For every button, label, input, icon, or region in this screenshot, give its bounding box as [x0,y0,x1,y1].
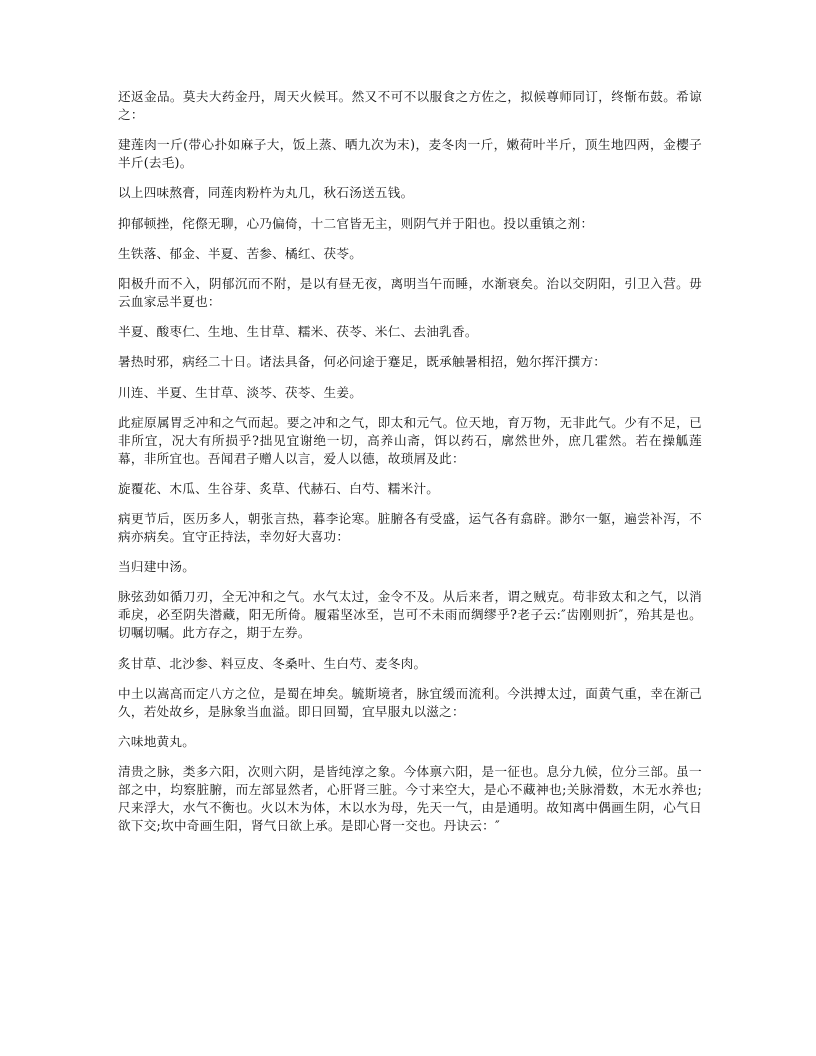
paragraph: 旋覆花、木瓜、生谷芽、炙草、代赫石、白芍、糯米汁。 [118,480,440,496]
paragraph: 当归建中汤。 [118,559,196,575]
paragraph: 清贵之脉，类多六阳，次则六阴，是皆纯淳之象。今体禀六阳，是一征也。息分九候，位分三部。虽一部之中，均察脏腑，而左部显然者，心肝肾三脏。今寸来空大，是心不藏神也;关脉滑数，木无水养也;尺来浮大，水气不衡也。火以木为体，木以水为母，先天一气，由是通明。故知离中偶画生阴，心气日欲下交;坎中奇画生阳，肾气日欲上承。是即心肾一交也。丹诀云：″ [118,764,702,834]
paragraph: 半夏、酸枣仁、生地、生甘草、糯米、茯苓、米仁、去油乳香。 [118,324,478,340]
paragraph: 建莲肉一斤(带心扑如麻子大，饭上蒸、晒九次为末)，麦冬肉一斤，嫩荷叶半斤，顶生地四两，金樱子半斤(去毛)。 [118,137,702,171]
paragraph: 还返金品。莫夫大药金丹，周天火候耳。然又不可不以服食之方佐之，拟候尊师同订，终惭布鼓。希谅之： [118,89,702,122]
paragraph: 中土以嵩高而定八方之位，是蜀在坤矣。毓斯境者，脉宜缓而流利。今洪搏太过，面黄气重，幸在渐己久，若处故乡，是脉象当血溢。即日回蜀，宜早服丸以滋之： [118,685,702,719]
paragraph: 川连、半夏、生甘草、淡芩、茯苓、生姜。 [118,384,363,400]
paragraph: 暑热时邪，病经二十日。诸法具备，何必问途于蹇足，既承触暑相招，勉尔挥汗撰方： [118,354,607,370]
paragraph: 生铁落、郁金、半夏、苦参、橘红、茯苓。 [118,245,363,261]
paragraph: 炙甘草、北沙参、料豆皮、冬桑叶、生白芍、麦冬肉。 [118,655,427,671]
paragraph: 以上四味熬膏，同莲肉粉杵为丸几，秋石汤送五钱。 [118,185,414,201]
paragraph: 阳极升而不入，阴郁沉而不附，是以有昼无夜，离明当午而睡，水渐衰矣。治以交阴阳，引卫入营。毋云血家忌半夏也： [118,275,702,309]
paragraph: 抑郁顿挫，侘傺无聊，心乃偏倚，十二官皆无主，则阴气并于阳也。投以重镇之剂： [118,215,594,231]
document-text-column [118,88,702,835]
paragraph: 病更节后，医历多人，朝张言热，暮李论寒。脏腑各有受盛，运气各有翕辟。渺尔一躯，遍尝补泻，不病亦病矣。宜守正持法，幸勿好大喜功： [118,511,702,545]
paragraph: 此症原属胃乏冲和之气而起。要之冲和之气，即太和元气。位天地，育万物，无非此气。少有不足，已非所宜，况大有所损乎?拙见宜谢绝一切，高养山斋，饵以药石，廓然世外，庶几霍然。若在操觚莲幕，非所宜也。吾闻君子赠人以言，爱人以德，故琐屑及此： [118,414,702,466]
paragraph: 六味地黄丸。 [118,734,196,749]
paragraph: 脉弦劲如循刀刃，全无冲和之气。水气太过，金令不及。从后来者，谓之贼克。苟非致太和之气，以消乖戾，必至阴失潜藏，阳无所倚。履霜坚冰至，岂可不未雨而绸缪乎?老子云:″齿刚则折″，殆其是也。切嘱切嘱。此方存之，期于左券。 [118,589,702,641]
